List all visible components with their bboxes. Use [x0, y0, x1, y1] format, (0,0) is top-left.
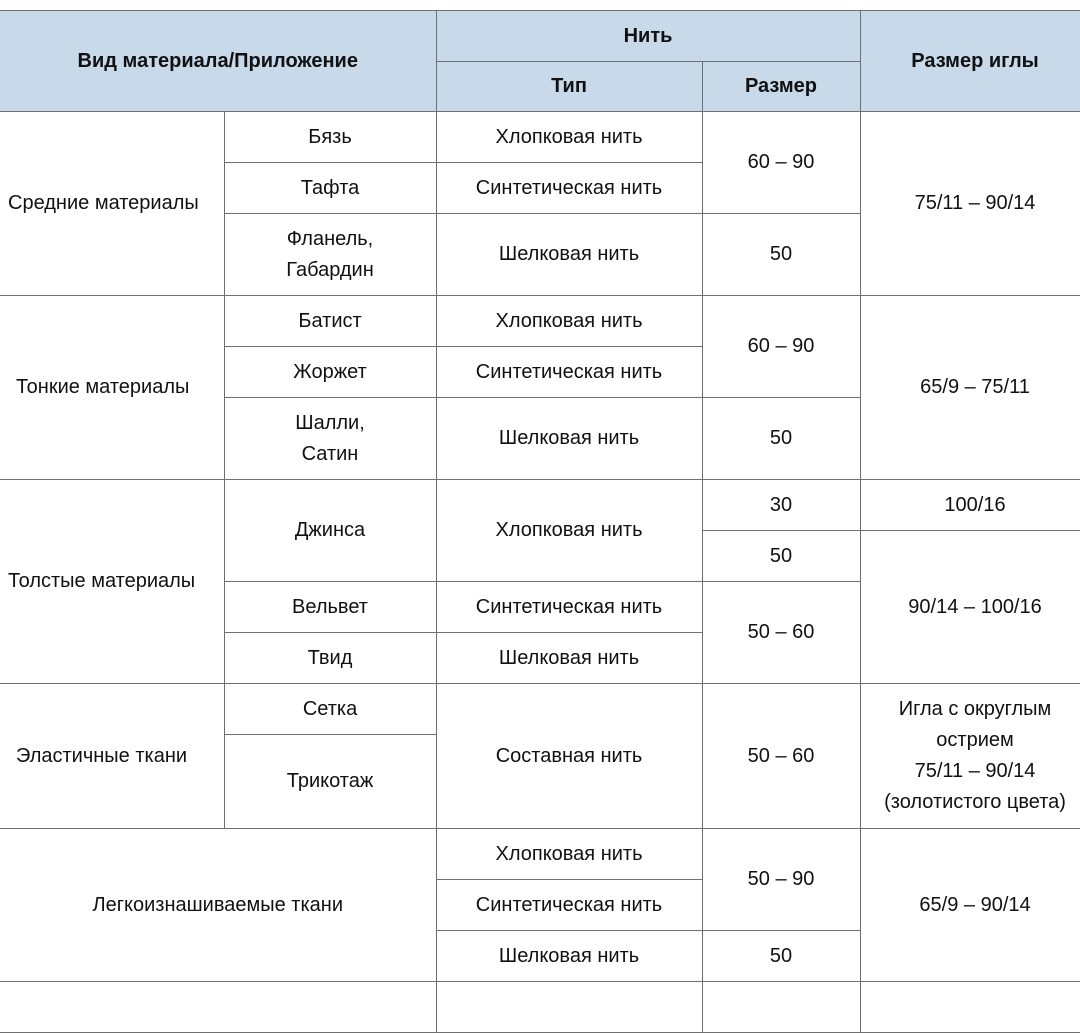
needle-size-cell: 65/9 – 75/11 [860, 296, 1080, 480]
thread-type-cell: Шелковая нить [436, 633, 702, 684]
thread-size-cell: 60 – 90 [702, 112, 860, 214]
table-wrapper [0, 10, 1080, 1033]
table-cell [436, 982, 702, 1033]
table-row [0, 829, 1080, 880]
thread-size-cell: 50 – 90 [702, 829, 860, 931]
thread-type-cell: Синтетическая нить [436, 880, 702, 931]
thread-size-cell: 60 – 90 [702, 296, 860, 398]
material-line: Габардин [286, 258, 374, 281]
material-cell: Джинса [224, 480, 436, 582]
header-thread-type: Тип [436, 62, 702, 112]
material-cell: Твид [224, 633, 436, 684]
thread-type-cell: Хлопковая нить [436, 296, 702, 347]
group-name: Легкоизнашиваемые ткани [0, 829, 436, 982]
material-cell: Бязь [224, 112, 436, 163]
thread-type-cell: Хлопковая нить [436, 480, 702, 582]
material-cell [224, 214, 436, 296]
thread-size-cell: 30 [702, 480, 860, 531]
thread-type-cell: Хлопковая нить [436, 112, 702, 163]
material-cell: Тафта [224, 163, 436, 214]
group-name: Эластичные ткани [0, 684, 224, 829]
material-line: Шалли, [295, 411, 365, 434]
needle-line: 75/11 – 90/14 [914, 760, 1036, 782]
thread-type-cell: Синтетическая нить [436, 347, 702, 398]
material-cell: Вельвет [224, 582, 436, 633]
needle-line: Игла с округлым [898, 698, 1052, 720]
table-row [0, 296, 1080, 347]
header-row-1 [0, 11, 1080, 62]
header-needle-size: Размер иглы [860, 11, 1080, 112]
table-row [0, 480, 1080, 531]
thread-size-cell: 50 – 60 [702, 684, 860, 829]
table-cell [0, 982, 436, 1033]
thread-type-cell: Шелковая нить [436, 214, 702, 296]
material-line: Фланель, [286, 227, 374, 250]
material-cell: Батист [224, 296, 436, 347]
needle-size-cell: 75/11 – 90/14 [860, 112, 1080, 296]
thread-size-cell: 50 [702, 931, 860, 982]
table-cell [860, 982, 1080, 1033]
needle-line: (золотистого цвета) [884, 791, 1066, 813]
group-name: Средние материалы [0, 112, 224, 296]
thread-size-cell: 50 [702, 214, 860, 296]
header-thread-size: Размер [702, 62, 860, 112]
needle-size-cell: 65/9 – 90/14 [860, 829, 1080, 982]
table-cell [702, 982, 860, 1033]
material-line: Сатин [301, 442, 359, 465]
thread-type-cell: Составная нить [436, 684, 702, 829]
material-cell: Сетка [224, 684, 436, 735]
group-name: Толстые материалы [0, 480, 224, 684]
needle-line: острием [936, 729, 1014, 751]
table-row [0, 982, 1080, 1033]
material-cell [224, 398, 436, 480]
header-thread: Нить [436, 11, 860, 62]
thread-type-cell: Шелковая нить [436, 398, 702, 480]
needle-size-cell: 100/16 [860, 480, 1080, 531]
table-row [0, 684, 1080, 735]
thread-type-cell: Шелковая нить [436, 931, 702, 982]
table-row [0, 112, 1080, 163]
thread-size-cell: 50 [702, 398, 860, 480]
group-name: Тонкие материалы [0, 296, 224, 480]
thread-size-cell: 50 [702, 531, 860, 582]
thread-needle-table [0, 10, 1080, 1033]
thread-type-cell: Синтетическая нить [436, 163, 702, 214]
material-cell: Жоржет [224, 347, 436, 398]
header-material: Вид материала/Приложение [0, 11, 436, 112]
thread-type-cell: Синтетическая нить [436, 582, 702, 633]
thread-size-cell: 50 – 60 [702, 582, 860, 684]
needle-size-cell [860, 684, 1080, 829]
needle-size-cell: 90/14 – 100/16 [860, 531, 1080, 684]
material-cell: Трикотаж [224, 735, 436, 829]
thread-type-cell: Хлопковая нить [436, 829, 702, 880]
